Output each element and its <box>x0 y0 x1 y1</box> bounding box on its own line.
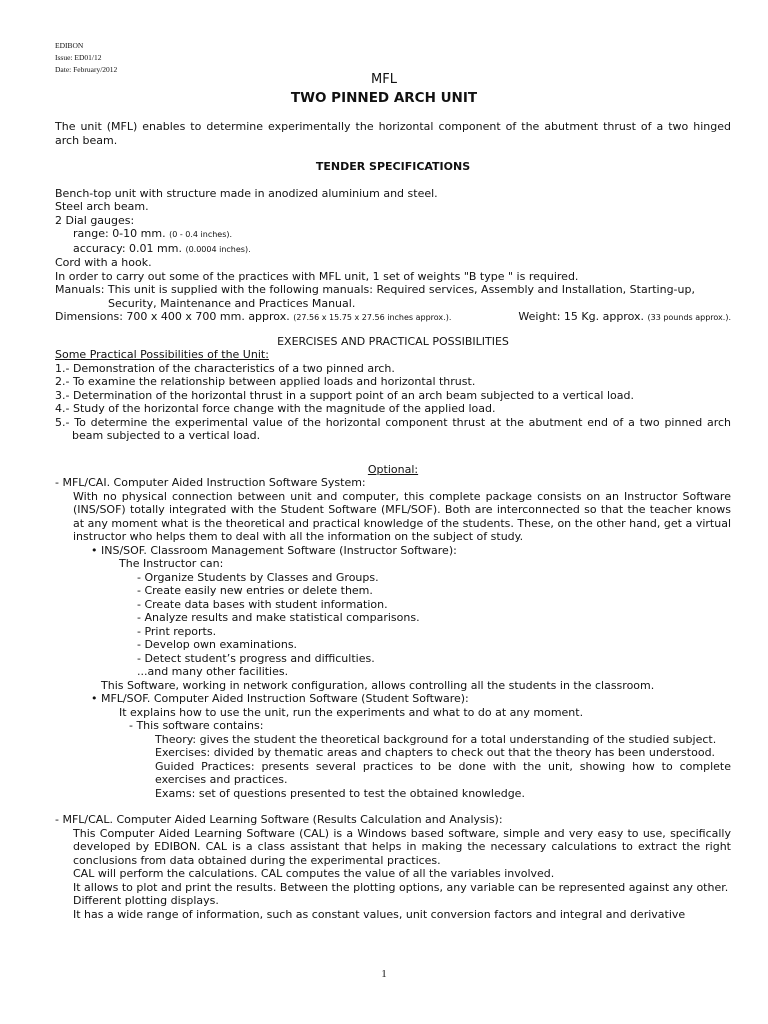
exercise-item: 4.- Study of the horizontal force change with the magnitude of the applied load. <box>55 402 496 415</box>
tender-line-arch: Steel arch beam. <box>55 200 149 213</box>
ins-item: - Organize Students by Classes and Groups. <box>137 570 379 584</box>
exercise-item: 2.- To examine the relationship between applied loads and horizontal thrust. <box>55 375 476 388</box>
sof-guided: Guided Practices: presents several practices to be done with the unit, showing how to complete exercises and practices. <box>155 759 731 786</box>
tender-heading: TENDER SPECIFICATIONS <box>315 160 471 173</box>
sof-title: • MFL/SOF. Computer Aided Instruction Software (Student Software): <box>91 692 469 705</box>
tender-line-cord: Cord with a hook. <box>55 256 152 269</box>
sof-contains: - This software contains: <box>129 719 264 732</box>
exercises-subheading: Some Practical Possibilities of the Unit: <box>55 348 269 361</box>
tender-line-structure: Bench-top unit with structure made in anodized aluminium and steel. <box>55 186 438 200</box>
ins-item: - Detect student’s progress and difficulties. <box>137 651 375 665</box>
gauge-range: range: 0-10 mm. (0 - 0.4 inches). <box>73 227 233 240</box>
document-header <box>55 40 117 76</box>
ins-intro: The Instructor can: <box>119 557 224 570</box>
exercises-heading: EXERCISES AND PRACTICAL POSSIBILITIES <box>277 334 509 348</box>
page-number: 1 <box>381 968 387 980</box>
ins-item: - Develop own examinations. <box>137 638 298 651</box>
product-title: TWO PINNED ARCH UNIT <box>290 90 478 106</box>
product-code: MFL <box>371 72 397 87</box>
intro-paragraph: The unit (MFL) enables to determine experimentally the horizontal component of the abutment thrust of a two hinged arch beam. <box>55 120 731 147</box>
cai-title: - MFL/CAI. Computer Aided Instruction Software System: <box>55 476 366 489</box>
sof-theory: Theory: gives the student the theoretical background for a total understanding of the studied subject. <box>155 732 717 746</box>
ins-item: - Create data bases with student information. <box>137 597 388 611</box>
tender-dimensions-row <box>55 310 731 325</box>
issue-date: Date: February/2012 <box>55 65 118 74</box>
cai-description: With no physical connection between unit and computer, this complete package consists on an Instructor Software (INS/SOF) totally integrated with the Student Software (MFL/SOF). Both are interconnected so that the teacher knows at any moment what is the theoretical and practical knowledge of the students. These, on the other hand, get a virtual instructor who helps them to deal with all the information on the subject of study. <box>73 489 731 543</box>
cal-line: It allows to plot and print the results. Between the plotting options, any variable can be represented against any other. <box>73 880 729 894</box>
sof-exams: Exams: set of questions presented to test the obtained knowledge. <box>155 786 525 800</box>
issue-number: Issue: ED01/12 <box>55 53 102 62</box>
cal-title: - MFL/CAL. Computer Aided Learning Software (Results Calculation and Analysis): <box>55 813 503 826</box>
ins-title: • INS/SOF. Classroom Management Software (Instructor Software): <box>91 543 457 557</box>
cal-description: This Computer Aided Learning Software (CAL) is a Windows based software, simple and very easy to use, specifically developed by EDIBON. CAL is a class assistant that helps in making the necessary calculations to extract the right conclusions from data obtained during the experimental practices. <box>73 826 731 867</box>
weight: Weight: 15 Kg. approx. (33 pounds approx.). <box>518 310 731 323</box>
ins-item: ...and many other facilities. <box>137 665 289 678</box>
cal-line: It has a wide range of information, such as constant values, unit conversion factors and integral and derivative <box>73 907 686 921</box>
tender-manuals: Manuals: This unit is supplied with the following manuals: Required services, Assembly and Installation, Starting-up, Security, Maintenance and Practices Manual. <box>55 283 695 310</box>
tender-line-weights: In order to carry out some of the practices with MFL unit, 1 set of weights "B type " is required. <box>55 269 579 283</box>
exercise-item: 5.- To determine the experimental value of the horizontal component thrust at the abutment end of a two pinned arch beam subjected to a vertical load. <box>55 415 731 442</box>
dimensions: Dimensions: 700 x 400 x 700 mm. approx. (27.56 x 15.75 x 27.56 inches approx.). <box>55 310 452 323</box>
optional-heading: Optional: <box>367 462 419 476</box>
tender-line-gauges: 2 Dial gauges: <box>55 213 135 227</box>
ins-item: - Print reports. <box>137 624 217 638</box>
ins-item: - Create easily new entries or delete them. <box>137 584 373 597</box>
cal-line: CAL will perform the calculations. CAL computes the value of all the variables involved. <box>73 867 555 880</box>
sof-intro: It explains how to use the unit, run the experiments and what to do at any moment. <box>119 705 584 719</box>
ins-item: - Analyze results and make statistical comparisons. <box>137 611 420 624</box>
exercise-item: 3.- Determination of the horizontal thrust in a support point of an arch beam subjected to a vertical load. <box>55 388 634 402</box>
company-name: EDIBON <box>55 41 84 50</box>
exercise-item: 1.- Demonstration of the characteristics of a two pinned arch. <box>55 361 395 375</box>
cal-line: Different plotting displays. <box>73 894 219 907</box>
sof-exercises: Exercises: divided by thematic areas and chapters to check out that the theory has been understood. <box>155 746 716 759</box>
gauge-accuracy: accuracy: 0.01 mm. (0.0004 inches). <box>73 241 251 255</box>
document-body <box>55 120 731 921</box>
ins-note: This Software, working in network configuration, allows controlling all the students in the classroom. <box>101 678 655 692</box>
